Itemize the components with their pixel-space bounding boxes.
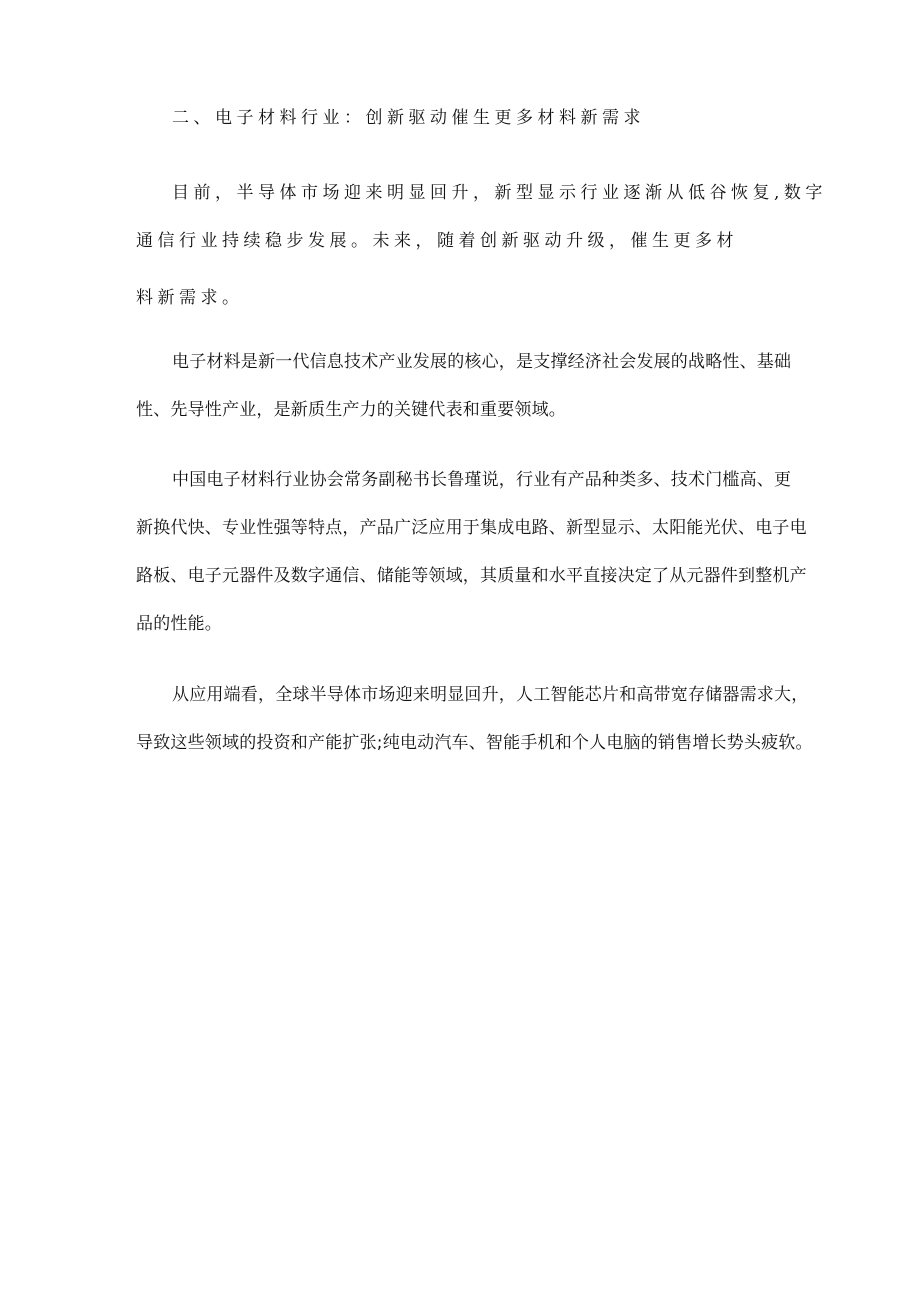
paragraph-line: 目前，半导体市场迎来明显回升，新型显示行业逐渐从低谷恢复,数字 bbox=[172, 183, 827, 203]
paragraph-line: 从应用端看，全球半导体市场迎来明显回升，人工智能芯片和高带宽存储器需求大， bbox=[172, 685, 809, 705]
paragraph-line: 品的性能。 bbox=[136, 614, 222, 634]
paragraph-line: 电子材料是新一代信息技术产业发展的核心，是支撑经济社会发展的战略性、基础 bbox=[172, 352, 792, 372]
paragraph-line: 料新需求。 bbox=[136, 288, 244, 308]
paragraph-line: 新换代快、专业性强等特点，产品广泛应用于集成电路、新型显示、太阳能光伏、电子电 bbox=[136, 518, 807, 538]
paragraph-line: 通信行业持续稳步发展。未来，随着创新驱动升级，催生更多材 bbox=[136, 231, 738, 251]
paragraph-line: 性、先导性产业，是新质生产力的关键代表和重要领域。 bbox=[136, 400, 566, 420]
paragraph-line: 路板、电子元器件及数字通信、储能等领域，其质量和水平直接决定了从元器件到整机产 bbox=[136, 566, 807, 586]
paragraph-line: 导致这些领域的投资和产能扩张;纯电动汽车、智能手机和个人电脑的销售增长势头疲软。 bbox=[136, 733, 813, 753]
paragraph-line: 中国电子材料行业协会常务副秘书长鲁瑾说，行业有产品种类多、技术门槛高、更 bbox=[172, 470, 792, 490]
section-heading: 二、电子材料行业：创新驱动催生更多材料新需求 bbox=[172, 108, 645, 128]
